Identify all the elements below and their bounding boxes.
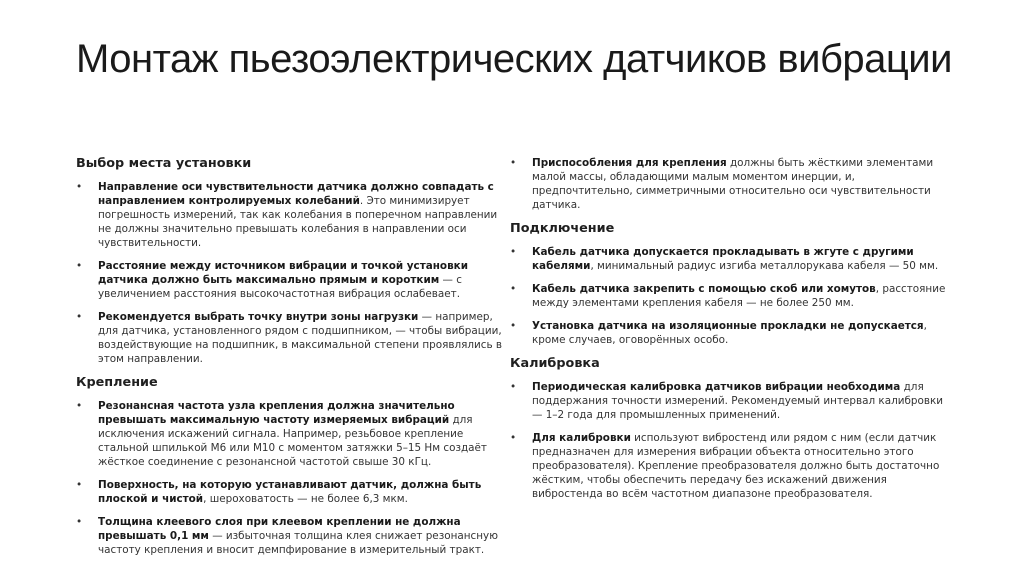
item-emphasis: Кабель датчика допускается прокладывать в жгуте с другими кабелями	[532, 246, 914, 272]
item-text: — например, для датчика, установленного рядом с подшипником, — чтобы вибрации, воздействующие на подшипник, в максимальной степени проявлялись в этом направлении.	[98, 311, 503, 365]
section-heading: Калибровка	[510, 356, 600, 371]
item-text: для исключения искажений сигнала. Например, резьбовое крепление стальной шпилькой М6 или М10 с моментом затяжки 5–15 Нм создаёт жёсткое соединение с резонансной частотой свыше 30 кГц.	[98, 414, 487, 468]
section-heading: Крепление	[76, 375, 158, 390]
item-text: — с увеличением расстояния высокочастотная вибрация ослабевает.	[98, 274, 462, 300]
item-emphasis: Поверхность, на которую устанавливают датчик, должна быть плоской и чистой	[98, 479, 482, 505]
list-item	[76, 259, 512, 301]
section	[510, 356, 950, 501]
item-emphasis: Расстояние между источником вибрации и точкой установки датчика должно быть максимально прямым и коротким	[98, 260, 468, 286]
item-emphasis: Направление оси чувствительности датчика должно совпадать с направлением контролируемых колебаний	[98, 181, 494, 207]
list-item	[76, 515, 512, 557]
list-item	[510, 282, 950, 310]
bullet-icon: •	[76, 400, 83, 412]
section	[510, 221, 950, 347]
list-item	[510, 156, 950, 212]
bullet-icon: •	[510, 381, 517, 393]
bullet-icon: •	[510, 157, 517, 169]
section-heading: Подключение	[510, 221, 615, 236]
item-text: , минимальный радиус изгиба металлорукава кабеля — 50 мм.	[590, 260, 939, 272]
bullet-list	[76, 180, 512, 366]
item-text: , шероховатость — не более 6,3 мкм.	[203, 493, 408, 505]
item-text: , кроме случаев, оговорённых особо.	[532, 320, 927, 346]
item-text: . Это минимизирует погрешность измерений, так как колебания в поперечном направлении не должны значительно превышать колебания в направлении оси чувствительности.	[98, 195, 498, 249]
item-emphasis: Периодическая калибровка датчиков вибрации необходима	[532, 381, 901, 393]
list-item	[510, 380, 950, 422]
item-emphasis: Установка датчика на изоляционные прокладки не допускается	[532, 320, 924, 332]
list-item	[510, 431, 950, 501]
bullet-icon: •	[76, 516, 83, 528]
bullet-list	[510, 245, 950, 347]
item-text: — избыточная толщина клея снижает резонансную частоту крепления и вносит демпфирование в измерительный тракт.	[98, 530, 498, 556]
list-item	[510, 245, 950, 273]
item-text: , расстояние между элементами крепления кабеля — не более 250 мм.	[532, 283, 946, 309]
item-emphasis: Резонансная частота узла крепления должна значительно превышать максимальную частоту измеряемых вибраций	[98, 400, 455, 426]
bullet-icon: •	[76, 181, 83, 193]
list-item	[76, 180, 512, 250]
bullet-list	[510, 156, 950, 212]
bullet-icon: •	[76, 260, 83, 272]
item-emphasis: Для калибровки	[532, 432, 631, 444]
item-emphasis: Толщина клеевого слоя при клеевом креплении не должна превышать 0,1 мм	[98, 516, 461, 542]
item-emphasis: Приспособления для крепления	[532, 157, 727, 169]
section-heading: Выбор места установки	[76, 156, 252, 171]
bullet-icon: •	[510, 246, 517, 258]
item-text: для поддержания точности измерений. Рекомендуемый интервал калибровки — 1–2 года для промышленных применений.	[532, 381, 943, 421]
bullet-icon: •	[510, 283, 517, 295]
slide-title: Монтаж пьезоэлектрических датчиков вибрации	[76, 37, 952, 81]
bullet-icon: •	[76, 479, 83, 491]
bullet-icon: •	[76, 311, 83, 323]
item-emphasis: Рекомендуется выбрать точку внутри зоны нагрузки	[98, 311, 419, 323]
bullet-icon: •	[510, 320, 517, 332]
list-item	[76, 310, 512, 366]
section	[76, 375, 512, 557]
bullet-icon: •	[510, 432, 517, 444]
bullet-list	[76, 399, 512, 557]
list-item	[76, 478, 512, 506]
item-text: используют вибростенд или рядом с ним (если датчик предназначен для измерения вибрации объекта относительно этого преобразователя). Крепление преобразователя должно быть достаточно жёстким, чтобы обеспечить передачу без искажений движения вибростенда во всём частотном диапазоне преобразователя.	[532, 432, 940, 500]
section	[510, 156, 950, 212]
item-emphasis: Кабель датчика закрепить с помощью скоб или хомутов	[532, 283, 876, 295]
item-text: должны быть жёсткими элементами малой массы, обладающими малым моментом инерции, и, предпочтительно, симметричными относительно оси чувствительности датчика.	[532, 157, 934, 211]
right-column	[510, 156, 950, 510]
section	[76, 156, 512, 366]
bullet-list	[510, 380, 950, 501]
list-item	[510, 319, 950, 347]
left-column	[76, 156, 512, 566]
list-item	[76, 399, 512, 469]
